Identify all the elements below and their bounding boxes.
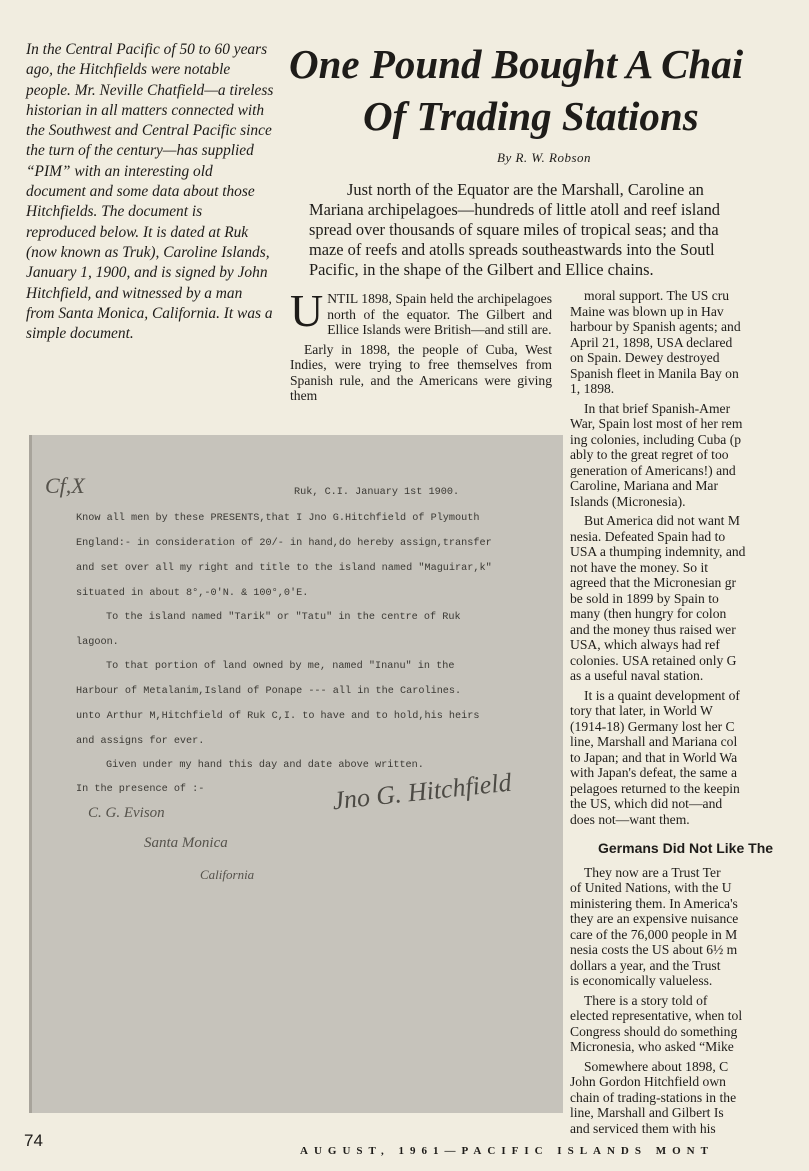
page-number: 74 [24,1131,43,1150]
column-line: colonies. USA retained only G [570,652,737,668]
column-line: It is a quaint development of [584,687,740,703]
column-line: nesia. Defeated Spain had to [570,528,726,544]
column-line: (1914-18) Germany lost her C [570,718,735,734]
column-line: Congress should do something [570,1023,738,1039]
column-line: line, Marshall and Mariana col [570,734,738,749]
column-line: agreed that the Micronesian gr [570,575,737,590]
column-line: does not—want them. [570,811,690,827]
column-line: There is a story told of [584,992,708,1008]
column-line: nesia costs the US about 6½ m [570,942,738,957]
intro-text: In the Central Pacific of 50 to 60 years ago, the Hitchfields were notable people. Mr. Neville Chatfield—a tireless historian in all matters connected with the Southwest and Central Pacific since the turn of the century—has supplied “PIM” with an interesting old document and some data about those Hitchfields. The document is reproduced below. It is dated at Ruk (now known as Truk), Caroline Islands, January 1, 1900, and is signed by John Hitchfield, and witnessed by a man from Santa Monica, California. It was a simple document. [26,41,274,343]
column-line: is economically valueless. [570,973,713,988]
column-line: Maine was blown up in Hav [570,303,724,319]
article-column-right [570,288,801,1136]
reproduced-document [29,435,563,1113]
paragraph [570,401,801,510]
column-line: April 21, 1898, USA declared [570,334,733,350]
column-line: Micronesia, who asked “Mike [570,1039,734,1054]
column-line: with Japan's defeat, the same a [570,765,738,780]
column-line: on Spain. Dewey destroyed [570,350,720,365]
document-line: unto Arthur M,Hitchfield of Ruk C,I. to have and to hold,his heirs [76,711,480,722]
column-line: moral support. The US cru [584,288,730,303]
paragraph [570,1059,801,1137]
column-line: they are an expensive nuisance [570,911,739,926]
lede-line: Just north of the Equator are the Marshall, Caroline an [347,180,704,199]
page-footer: AUGUST, 1961—PACIFIC ISLANDS MONT [300,1145,714,1157]
document-line: Know all men by these PRESENTS,that I Jno G.Hitchfield of Plymouth [76,513,480,524]
column-line: to Japan; and that in World Wa [570,749,738,765]
column-line: and serviced them with his [570,1120,716,1136]
column-line: chain of trading-stations in the [570,1089,737,1105]
paragraph [570,288,801,397]
lede-line: spread over thousands of square miles of tropical seas; and tha [309,220,719,239]
document-line: and assigns for ever. [76,736,205,747]
document-line: Harbour of Metalanim,Island of Ponape --- all in the Carolines. [76,686,462,697]
column-line: elected representative, when tol [570,1008,743,1023]
column-line: harbour by Spanish agents; and [570,319,741,334]
witness-signature: Santa Monica [144,835,228,851]
lede-line: maze of reefs and atolls spreads southeastwards into the Soutl [309,240,715,259]
paragraph: Early in 1898, the people of Cuba, West Indies, were trying to free themselves from Spanish rule, and the Americans were giving them [290,341,552,403]
column-line: John Gordon Hitchfield own [570,1074,726,1089]
column-line: not have the money. So it [570,559,709,575]
paragraph [570,865,801,989]
column-line: be sold in 1899 by Spain to [570,590,719,606]
column-line: In that brief Spanish-Amer [584,400,731,416]
column-line: Spanish fleet in Manila Bay on [570,365,739,381]
column-line: as a useful naval station. [570,668,704,683]
column-line: ably to the great regret of too [570,447,729,462]
column-line: dollars a year, and the Trust [570,957,721,973]
column-line: Caroline, Mariana and Mar [570,478,718,493]
column-line: ministering them. In America's [570,895,738,911]
article-column-left [290,285,552,408]
column-line: USA, which always had ref [570,637,720,652]
paragraph-text: NTIL 1898, Spain held the archipelagoes north of the equator. The Gilbert and Ellice Islands were British—and still are. [327,291,552,337]
column-line: and the money thus raised wer [570,621,736,637]
drop-cap: U [290,285,324,336]
column-line: of United Nations, with the U [570,880,732,895]
column-line: USA a thumping indemnity, and [570,544,746,559]
lede-line: Pacific, in the shape of the Gilbert and Ellice chains. [309,260,654,279]
column-line: War, Spain lost most of her rem [570,416,743,431]
column-line: ing colonies, including Cuba (p [570,431,742,447]
column-line: But America did not want M [584,513,740,528]
column-line: Islands (Micronesia). [570,493,686,509]
column-line: They now are a Trust Ter [584,864,721,880]
column-line: line, Marshall and Gilbert Is [570,1105,724,1120]
document-line: In the presence of :- [76,784,205,795]
document-line: lagoon. [76,637,119,648]
paragraph [570,688,801,828]
column-line: care of the 76,000 people in M [570,926,738,942]
handwritten-mark: Cf,X [45,473,85,498]
lede-paragraph [309,180,809,280]
signature: Jno G. Hitchfield [330,767,513,816]
article-title [289,38,809,142]
document-line: situated in about 8°,-0'N. & 100°,0'E. [76,588,309,599]
title-line-2: Of Trading Stations [363,93,699,139]
column-line: the US, which did not—and [570,796,723,811]
paragraph [570,993,801,1055]
section-subhead: Germans Did Not Like The [598,840,774,856]
column-line: Somewhere about 1898, C [584,1058,729,1074]
byline: By R. W. Robson [497,150,592,165]
document-date: Ruk, C.I. January 1st 1900. [294,487,460,498]
document-line: Given under my hand this day and date above written. [106,760,424,771]
column-line: tory that later, in World W [570,703,713,718]
document-line: England:- in consideration of 20/- in hand,do hereby assign,transfer [76,538,492,549]
paragraph [290,285,552,338]
column-line: pelagoes returned to the keepin [570,780,740,796]
document-line: To that portion of land owned by me, named "Inanu" in the [106,661,455,672]
title-line-1: One Pound Bought A Chai [289,41,744,87]
witness-signature: California [200,867,255,882]
lede-line: Mariana archipelagoes—hundreds of little atoll and reef island [309,200,720,219]
document-line: To the island named "Tarik" or "Tatu" in the centre of Ruk [106,612,461,623]
column-line: generation of Americans!) and [570,462,736,478]
document-line: and set over all my right and title to the island named "Maguirar,k" [76,563,492,574]
witness-signature: C. G. Evison [88,805,165,821]
column-line: many (then hungry for colon [570,606,727,621]
column-line: 1, 1898. [570,381,615,396]
paragraph [570,513,801,684]
